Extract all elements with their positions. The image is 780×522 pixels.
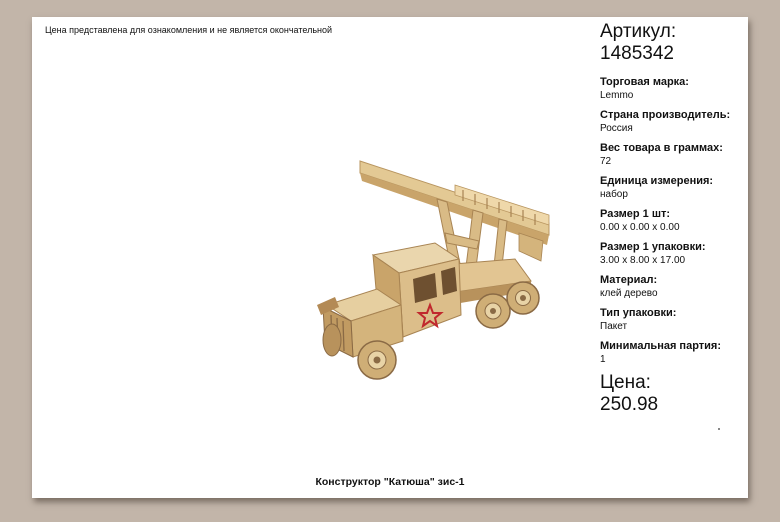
spec-min-batch-value: 1 (600, 354, 606, 365)
product-name: Конструктор "Катюша" зис-1 (315, 476, 465, 488)
spec-country-label: Страна производитель: (600, 109, 731, 121)
spec-weight-label: Вес товара в граммах: (600, 142, 723, 154)
article-label: Артикул: (600, 21, 677, 42)
spec-brand-label: Торговая марка: (600, 76, 689, 88)
spec-package-size-label: Размер 1 упаковки: (600, 241, 706, 253)
spec-material-label: Материал: (600, 274, 658, 286)
spec-item-size-value: 0.00 x 0.00 x 0.00 (600, 222, 680, 233)
spec-unit-value: набор (600, 189, 628, 200)
price-disclaimer: Цена представлена для ознакомления и не является окончательной (45, 25, 333, 35)
spec-package-size-value: 3.00 x 8.00 x 17.00 (600, 255, 686, 266)
spec-weight-value: 72 (600, 156, 612, 167)
price-value: 250.98 (600, 394, 659, 415)
spec-min-batch-label: Минимальная партия: (600, 340, 721, 352)
spec-item-size-label: Размер 1 шт: (600, 208, 671, 220)
price-label: Цена: (600, 372, 651, 393)
catalog-sheet (32, 17, 748, 498)
spec-brand-value: Lemmo (600, 90, 634, 101)
spec-unit-label: Единица измерения: (600, 175, 714, 187)
product-image (287, 155, 557, 387)
article-number: 1485342 (600, 43, 674, 64)
spec-material-value: клей дерево (600, 288, 658, 299)
marker-dot (718, 428, 720, 430)
spec-package-type-label: Тип упаковки: (600, 307, 677, 319)
spec-package-type-value: Пакет (600, 321, 628, 332)
spec-country-value: Россия (600, 123, 633, 134)
product-specs (600, 21, 745, 426)
